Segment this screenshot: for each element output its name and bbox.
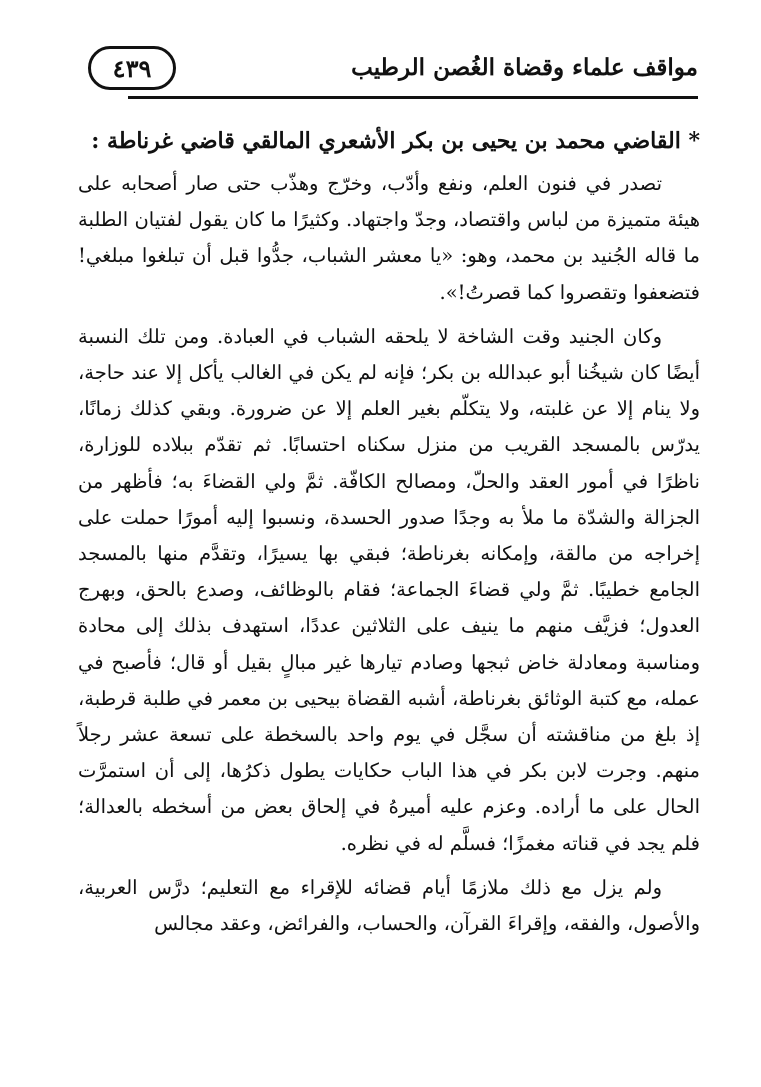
paragraph-2: وكان الجنيد وقت الشاخة لا يلحقه الشباب في العبادة. ومن تلك النسبة أيضًا كان شيخُنا أبو عبدالله بن بكر؛ فإنه لم يكن في الغالب يأكل إلا عند حاجة، ولا ينام إلا عن غلبته، ولا يتكلّم بغير العلم إلا عن ضرورة. وبقي كذلك زمانًا، يدرّس بالمسجد القريب من منزل سكناه احتسابًا. ثم تقدّم ببلاده للوزارة، ناظرًا في أمور العقد والحلّ، ومصالح الكافّة. ثمَّ ولي القضاءَ به؛ فأظهر من الجزالة والشدّة ما ملأ به وجدًا صدور الحسدة، ونسبوا إليه أمورًا حملت على إخراجه من مالقة، وإمكانه بغرناطة؛ فبقي بها يسيرًا، وتقدَّم منها بالمسجد الجامع خطيبًا. ثمَّ ولي قضاءَ الجماعة؛ فقام بالوظائف، وصدع بالحق، وبهرج العدول؛ فزيَّف منهم ما ينيف على الثلاثين عددًا، استهدف بذلك إلى محادة ومناسبة ومعادلة خاض ثبجها وصادم تيارها غير مبالٍ بقيل أو قال؛ فأصبح في عمله، مع كتبة الوثائق بغرناطة، أشبه القضاة بيحيى بن معمر في طلبة قرطبة، إذ بلغ من مناقشته أن سجَّل في يوم واحد بالسخطة على تسعة عشر رجلاً منهم. وجرت لابن بكر في هذا الباب حكايات يطول ذكرُها، إلى أن استمرَّت الحال على ما أراده. وعزم عليه أميرهُ في إلحاق بعض من أسخطه بالعدالة؛ فلم يجد في قناته مغمزًا؛ فسلَّم له في نظره. bbox=[78, 324, 700, 855]
page-body bbox=[78, 122, 700, 948]
page-number-badge: ٤٣٩ bbox=[88, 46, 176, 90]
paragraph-3: ولم يزل مع ذلك ملازمًا أيام قضائه للإقراء مع التعليم؛ درَّس العربية، والأصول، والفقه، وإقراءَ القرآن، والحساب، والفرائض، وعقد مجالس bbox=[78, 875, 700, 936]
running-title: مواقف علماء وقضاة الغُصن الرطيب bbox=[351, 54, 698, 81]
section-heading: * القاضي محمد بن يحيى بن بكر الأشعري المالقي قاضي غرناطة : bbox=[91, 128, 700, 154]
header-divider bbox=[128, 96, 698, 99]
paragraph-1: تصدر في فنون العلم، ونفع وأدّب، وخرّج وهذّب حتى صار أصحابه على هيئة متميزة من لباس واقتصاد، وجدّ واجتهاد. وكثيرًا ما كان يقول لفتيان الطلبة ما قاله الجُنيد بن محمد، وهو: «يا معشر الشباب، جدُّوا قبل أن تبلغوا مبلغي! فتضعفوا وتقصروا كما قصرتُ!». bbox=[78, 172, 700, 304]
page-header bbox=[88, 46, 698, 106]
